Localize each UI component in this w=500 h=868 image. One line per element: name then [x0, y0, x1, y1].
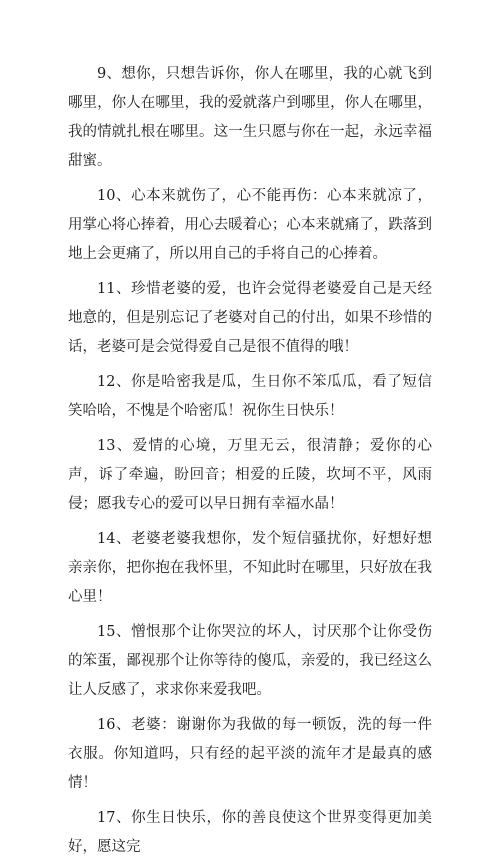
paragraph-11: 11、珍惜老婆的爱，也许会觉得老婆爱自己是天经地意的，但是别忘记了老婆对自己的付出，如果不珍惜的话，老婆可是会觉得爱自己是很不值得的哦！: [68, 281, 432, 355]
paragraph-12: 12、你是哈密我是瓜，生日你不笨瓜瓜，看了短信笑哈哈，不愧是个哈密瓜！祝你生日快乐！: [68, 374, 432, 419]
paragraph-9: 9、想你，只想告诉你，你人在哪里，我的心就飞到哪里，你人在哪里，我的爱就落户到哪里，你人在哪里，我的情就扎根在哪里。这一生只愿与你在一起，永远幸福甜蜜。: [68, 66, 432, 169]
paragraph-15: 15、憎恨那个让你哭泣的坏人，讨厌那个让你受伤的笨蛋，鄙视那个让你等待的傻瓜，亲爱的，我已经这么让人反感了，求求你来爱我吧。: [68, 624, 432, 698]
paragraph-16: 16、老婆：谢谢你为我做的每一顿饭，洗的每一件衣服。你知道吗，只有经的起平淡的流年才是最真的感情！: [68, 717, 432, 791]
document-body: [68, 60, 432, 868]
paragraph-14: 14、老婆老婆我想你，发个短信骚扰你，好想好想亲亲你，把你抱在我怀里，不知此时在哪里，只好放在我心里！: [68, 531, 432, 605]
paragraph-10: 10、心本来就伤了，心不能再伤：心本来就凉了，用掌心将心捧着，用心去暖着心；心本来就痛了，跌落到地上会更痛了，所以用自己的手将自己的心捧着。: [68, 188, 432, 262]
paragraph-17: 17、你生日快乐，你的善良使这个世界变得更加美好，愿这完: [68, 810, 432, 855]
paragraph-13: 13、爱情的心境，万里无云，很清静；爱你的心声，诉了牵遍，盼回音；相爱的丘陵，坎坷不平，风雨侵；愿我专心的爱可以早日拥有幸福水晶！: [68, 438, 432, 512]
